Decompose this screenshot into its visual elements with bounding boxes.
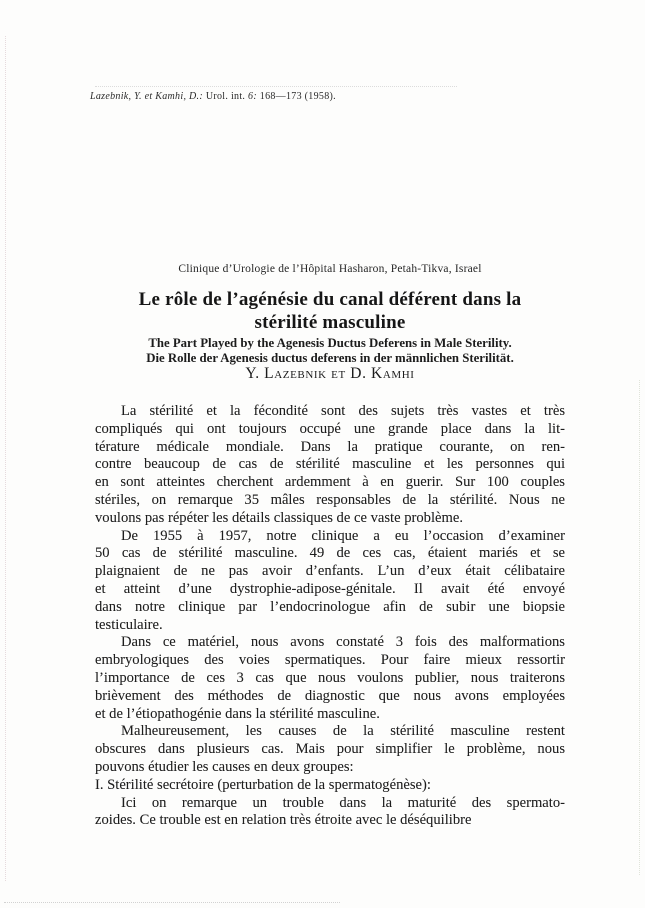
text-line: 50 cas de stérilité masculine. 49 de ces cas, étaient mariés et se [95, 545, 565, 562]
translated-subtitles [80, 336, 580, 365]
text-line: et de l’étiopathogénie dans la stérilité masculine. [95, 705, 380, 722]
institution-line: Clinique d’Urologie de l’Hôpital Hasharon, Petah-Tikva, Israel [178, 263, 482, 275]
text-line: embryologiques des voies spermatiques. Pour faire mieux ressortir [95, 652, 565, 669]
subtitle-english: The Part Played by the Agenesis Ductus Deferens in Male Sterility. [148, 336, 512, 350]
text-line: pouvons étudier les causes en deux groupes: [95, 758, 354, 775]
text-line: compliqués qui ont toujours occupé une grande place dans la lit- [95, 420, 565, 437]
text-line: I. Stérilité secrétoire (perturbation de la spermatogénèse): [95, 776, 431, 793]
citation [90, 91, 570, 102]
article-title [80, 289, 580, 334]
scan-artifact-right-edge [639, 380, 640, 875]
text-line: obscures dans plusieurs cas. Mais pour simplifier le problème, nous [95, 741, 565, 758]
scan-artifact-left-edge [5, 36, 6, 881]
scan-artifact-bottom-edge [4, 902, 340, 903]
text-line: Ici on remarque un trouble dans la maturité des spermato- [121, 794, 565, 811]
citation-pages: 168—173 (1958). [259, 91, 336, 102]
text-line: térature médicale mondiale. Dans la pratique courante, on ren- [95, 438, 565, 455]
citation-volume: 6: [248, 91, 257, 102]
text-line: zoides. Ce trouble est en relation très étroite avec le déséquilibre [95, 812, 472, 829]
text-line: La stérilité et la fécondité sont des sujets très vastes et très [121, 403, 565, 419]
text-line: De 1955 à 1957, notre clinique a eu l’occasion d’examiner [121, 527, 565, 544]
text-line: stériles, on remarque 35 mâles responsables de la stérilité. Nous ne [95, 491, 565, 508]
text-line: voulons pas répéter les détails classiques de ce vaste problème. [95, 509, 463, 526]
text-line: l’importance de ces 3 cas que nous voulons publier, nous traiterons [95, 669, 565, 686]
citation-authors: Lazebnik, Y. et Kamhi, D.: [90, 91, 203, 102]
text-line: contre beaucoup de cas de stérilité masculine et les personnes qui [95, 456, 565, 473]
author-byline: Y. Lazebnik et D. Kamhi [245, 365, 415, 382]
body-text [95, 403, 565, 830]
text-line: et atteint d’une dystrophie-adipose-génitale. Il avait été envoyé [95, 580, 565, 597]
text-line: plaignaient de ne pas avoir d’enfants. L’un d’eux était célibataire [95, 563, 565, 580]
text-line: dans notre clinique par l’endocrinologue afin de subir une biopsie [95, 598, 565, 615]
text-line: testiculaire. [95, 616, 163, 633]
text-line: brièvement des méthodes de diagnostic que nous avons employées [95, 687, 565, 704]
subtitle-german: Die Rolle der Agenesis ductus deferens in der männlichen Sterilität. [146, 350, 514, 365]
citation-journal: Urol. int. [205, 91, 246, 102]
scan-artifact-dotted-rule [95, 86, 457, 87]
article-title-line2: stérilité masculine [254, 311, 406, 333]
article-title-line1: Le rôle de l’agénésie du canal déférent dans la [138, 289, 522, 310]
text-line: Dans ce matériel, nous avons constaté 3 fois des malformations [121, 634, 565, 651]
text-line: Malheureusement, les causes de la stérilité masculine restent [121, 723, 565, 740]
text-line: en sont atteintes cherchent ardemment à en guerir. Sur 100 couples [95, 474, 565, 491]
